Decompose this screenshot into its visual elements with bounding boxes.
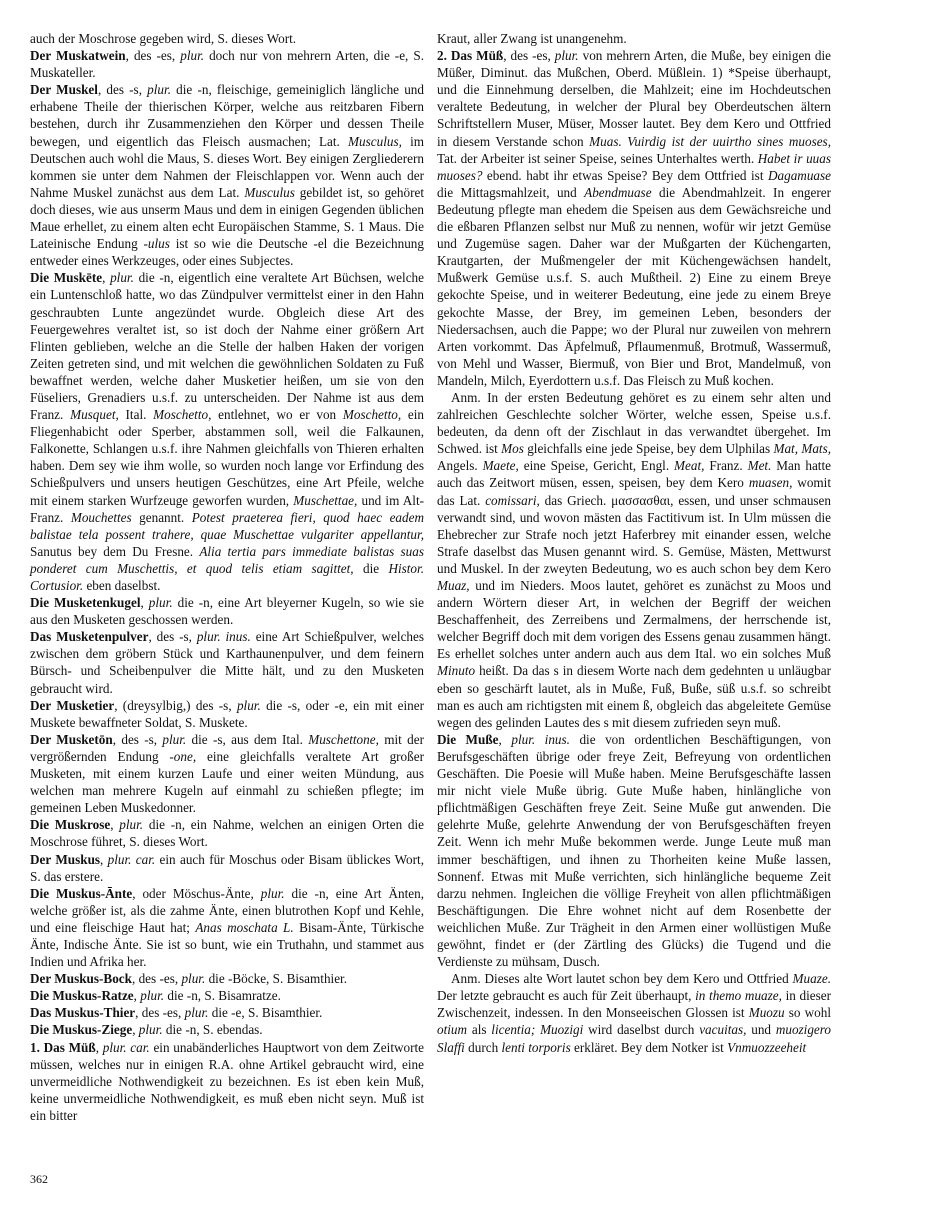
entry-text: die Abendmahlzeit. In engerer Bedeutung pflegte man ehedem die Speisen aus dem Gewächsreiche und die eßbaren Pflanzen selbst nur Muß zu nennen, wofür wir jetzt Gemüse und Zugemüse sagen. Daher war der Mußgarten der Küchengarten, Krautgarten, der Mußmengeler der mit Küchengewächsen handelt, Mußwerk Gemüse u.s.f. S. auch Mußtheil. 2) Eine zu einem Breye gekochte Speise, und in weiterer Bedeutung, eine jede zu einem Breye gekochte Masse, der Brey, im gemeinen Leben, besonders der Niedersachsen, auch die Pappe; wo der Plural nur zuweilen von mehrern Arten vorkommt. Das Äpfelmuß, Pflaumenmuß, Brotmuß, Wassermuß, von Mehl und Wasser, Biermuß, von Bier und Brot, Mandelmuß, von Mandeln, Milch, Eyerdottern u.s.f. Das Fleisch zu Muß kochen. <box>437 184 831 388</box>
entry-text: mit der vergrößernden Endung <box>30 731 424 764</box>
entry-text: auch der Moschrose gegeben wird, S. dieses Wort. <box>30 31 297 46</box>
italic-text: comissari, <box>485 492 540 508</box>
entry-text: womit das Lat. <box>437 475 832 508</box>
italic-text: Musculus <box>244 184 295 200</box>
entry-text: so wohl <box>784 1005 832 1021</box>
entry-text: die von ordentlichen Beschäftigungen, von Berufsgeschäften übrige oder freye Zeit, Befreyung von ordentlichen Geschäften. Die Poesie will Muße haben. Meine Berufsgeschäfte lassen mir nicht viele Muße übrig. Gute Muße haben, hinlängliche von pflichtmäßigen Geschäften freye Zeit. Seine Muße gut anwenden. Die gelehrte Muße, gelehrte Anwendung der von Berufsgeschäften freyen Zeit. Wenn ich mehr Muße bekommen werde. Junge Leute muß man immer beschäftigen, und ihnen zu Thorheiten keine Muße lassen, Sonnenf. Etwas mit Muße verrichten, sich hinlängliche bequeme Zeit darzu nehmen. Ingleichen die völlige Freyheit von allen pflichtmäßigen Beschäftigungen. Die Ehre wohnet nicht auf dem Rosenbette der weichlichen Muße. Zur Trägheit in den Armen einer wollüstigen Muße gewöhnt, findet er (der Zärtling des Glücks) die Tugend und die Verdienste zu mühsam, Dusch. <box>437 731 831 970</box>
entry-text: , des -es, <box>125 48 181 64</box>
entry-headword: Der Muskus <box>30 851 101 867</box>
entry-text: Ital. <box>118 407 154 423</box>
entry-text: eine gleichfalls veraltete Art großer Musketen, mit einem kurzen Laufe und einer weiten Mündung, aus welchen man mehrere Kugeln auf einmahl zu schießen pflegte; im gemeinen Leben Muskedonner. <box>30 748 424 816</box>
italic-text: otium <box>437 1022 468 1038</box>
entry-text: Angels. <box>437 458 483 474</box>
entry-text: von mehrern Arten, die Muße, bey einigen die Müßer, Diminut. das Mußchen, Oberd. Müßlein. 1) *Speise überhaupt, und die Einnehmung derselben, die Mahlzeit; eine im Hochdeutschen veraltete Bedeutung, in welcher der Plural bey Oberdeutschen ältern Schriftstellern Muser, Müser, Mosser lautet. Bey dem Kero und Ottfried in diesem Verstande schon <box>437 48 831 149</box>
italic-text: Potest praeterea fieri, quod haec eadem balistae tela possent trahere, quae Muschettae vulgariter appellantur, <box>30 509 424 542</box>
italic-text: Muozu <box>748 1005 785 1021</box>
italic-text: Minuto <box>437 663 476 679</box>
entry-text: ein unabänderliches Hauptwort von dem Zeitworte müssen, welches nur in einigen R.A. ohne Artikel gebraucht wird, eine unvermeidliche Nothwendigkeit zu bezeichnen. Es ist eben kein Muß, keine unvermeidliche Nothwendigkeit, es muß eben nicht seyn. Muß ist ein bitter <box>30 1039 425 1123</box>
entry-text: die -Böcke, S. Bisamthier. <box>205 971 348 987</box>
entry-text: eine Speise, Gericht, Engl. <box>518 458 675 474</box>
entry-text: eine Art Schießpulver, welches zwischen dem gröbern Stück und Karthaunenpulver, und dem feinern Bürsch- und Scheibenpulver die Mitte hält, und zu den Musketen gebraucht wird. <box>30 629 424 696</box>
entry-text: eben daselbst. <box>83 578 161 593</box>
dictionary-entry <box>30 885 424 970</box>
italic-text: muasen, <box>748 475 793 491</box>
entry-text: die <box>353 560 389 576</box>
entry-text: genannt. <box>131 509 192 525</box>
entry-text: die -n, S. Bisamratze. <box>164 988 281 1004</box>
entry-text: , <box>100 851 108 867</box>
italic-text: Moschetto, <box>342 407 402 423</box>
entry-text: ein Fliegenhabicht oder Sperber, abstammen soll, weil die Falkaunen, Falkonette, Schlangen u.s.f. ihre Nahmen gleichfalls von Thieren erhalten haben. Dem sey wie ihm wolle, so wurden noch lange vor Erfindung des Schießpulvers und unsers heutigen Geschützes, eine Art Pfeile, welche mit einem starken Wurfzeuge geworfen wurden, <box>30 407 424 508</box>
entry-text: im Deutschen auch wohl die Maus, S. dieses Wort. Bey einigen Zergliederern kommen sie unter dem Nahmen der Fleischlappen vor. Wenn auch der Nahme Muskel zunächst aus dem Lat. <box>30 133 424 200</box>
entry-text: , <box>95 1039 103 1055</box>
italic-text: plur. car. <box>102 1039 150 1055</box>
italic-text: Meat, <box>674 458 705 474</box>
entry-text: wird daselbst durch <box>583 1022 700 1038</box>
dictionary-entry <box>437 970 831 1055</box>
entry-text: Franz. <box>704 458 748 474</box>
entry-text: und im Alt-Franz. <box>30 492 424 525</box>
entry-text: , des -s, <box>112 731 163 747</box>
italic-text: Muozigi <box>540 1022 584 1038</box>
entry-text: gleichfalls eine jede Speise, bey dem Ulphilas <box>523 441 774 457</box>
entry-text: gebildet ist, so gehöret doch dieses, wie aus unserm Maus und dem in einigen Gegenden üblichen Maue erhellet, zu einem alten echt Europäischen Stamme, S. 1 Maus. Die Lateinische Endung <box>30 184 424 252</box>
italic-text: plur. <box>110 270 134 286</box>
dictionary-entry <box>437 731 831 970</box>
italic-text: Dagamuase <box>767 167 831 183</box>
italic-text: Muschettae, <box>293 492 358 508</box>
entry-text: , des -s, <box>148 629 197 645</box>
entry-text: als <box>467 1022 492 1038</box>
italic-text: Vnmuozzeeheit <box>727 1039 807 1055</box>
entry-text: Der letzte gebraucht es auch für Zeit überhaupt, <box>437 988 696 1004</box>
italic-text: -ulus <box>143 236 170 252</box>
left-column <box>30 30 424 1124</box>
entry-text: entlehnet, wo er von <box>211 407 343 423</box>
dictionary-entry <box>30 816 424 850</box>
entry-text: , <box>498 731 512 747</box>
entry-text: die -n, eine Art bleyerner Kugeln, so wie sie aus den Musketen geschossen werden. <box>30 595 425 628</box>
entry-text: die Mittagsmahlzeit, und <box>437 184 585 200</box>
dictionary-entry <box>30 1004 424 1021</box>
entry-headword: Die Muskus-Ānte <box>30 885 133 901</box>
entry-text: , (dreysylbig,) des -s, <box>114 697 237 713</box>
entry-headword: Der Muskel <box>30 82 98 98</box>
dictionary-entry <box>30 1021 424 1038</box>
entry-text: Kraut, aller Zwang ist unangenehm. <box>437 31 627 46</box>
entry-text: , <box>102 270 111 286</box>
entry-headword: Die Muskrose <box>30 817 111 833</box>
entry-text: , <box>132 1022 139 1038</box>
entry-text: die -n, ein Nahme, welchen an einigen Orten die Moschrose führet, S. dieses Wort. <box>30 817 425 850</box>
italic-text: Anas moschata L. <box>195 919 294 935</box>
entry-text: durch <box>464 1039 502 1055</box>
entry-text: Anm. Dieses alte Wort lautet schon bey dem Kero und Ottfried <box>451 971 793 987</box>
dictionary-entry <box>30 594 424 628</box>
entry-text: , <box>140 595 149 611</box>
italic-text: plur. <box>181 971 206 987</box>
entry-text: heißt. Da das s in diesem Worte nach dem gedehnten u unläugbar eben so geschärft lautet, als in Muße, Fuß, Buße, süß u.s.f. so schreibt man es auch am richtigsten mit einem ß, obgleich das abgeleitete Gemüse wegen des gelinden Lautes des s mit diesem zufrieden seyn muß. <box>437 663 831 730</box>
italic-text: Abendmuase <box>584 184 652 200</box>
entry-text: , des -es, <box>503 48 555 64</box>
entry-headword: Das Musketenpulver <box>30 629 149 645</box>
dictionary-entry <box>30 1039 424 1124</box>
entry-headword: 2. Das Müß <box>437 48 504 64</box>
italic-text: plur. <box>148 595 173 611</box>
entry-text: die -e, S. Bisamthier. <box>208 1005 323 1021</box>
entry-text: die -n, fleischige, gemeiniglich längliche und erhabene Theile der thierischen Körper, welche aus reitzbaren Fibern bestehen, durch ihr Zusammenziehen den Körper und dessen Theile bewegen, und eigentlich das Fleisch ausmachen; Lat. <box>30 82 424 149</box>
entry-headword: 1. Das Müß <box>30 1039 96 1055</box>
italic-text: Muaze. <box>792 971 831 987</box>
dictionary-entry <box>30 697 424 731</box>
italic-text: plur. inus. <box>196 629 251 645</box>
entry-headword: Der Musketier <box>30 697 115 713</box>
italic-text: Alia tertia pars immediate balistas suas ponderet cum Muschettis, et quod telis etiam sagittet, <box>30 543 424 576</box>
right-column <box>437 30 831 1056</box>
entry-headword: Die Musketenkugel <box>30 595 141 611</box>
dictionary-entry <box>30 47 424 81</box>
entry-headword: Der Muskatwein <box>30 48 126 64</box>
entry-text: die -n, eigentlich eine veraltete Art Büchsen, welche ein Luntenschloß hatte, wo das Zündpulver vermittelst einer in den Hahn geschraubten Lunte angezündet wurde. Obgleich diese Art des Feuergewehres veraltet ist, so ist doch der Nahme einer größern Art Flinten geblieben, welche an die Stelle der halben Haken der vorigen Zeiten getreten sind, und mit welchen die gewöhnlichen Soldaten zu Fuß bewaffnet werden, welche daher Musketier heißen, um sie von den Füseliers, Grenadiers u.s.f. zu unterscheiden. Der Nahme ist aus dem Franz. <box>30 270 425 423</box>
entry-text: erkläret. Bey dem Notker ist <box>570 1039 728 1055</box>
italic-text: plur. <box>554 48 579 64</box>
entry-text: doch nur von mehrern Arten, die -e, S. Muskateller. <box>30 48 424 81</box>
italic-text: Muschettone, <box>308 731 379 747</box>
italic-text: Musquet, <box>70 407 119 423</box>
entry-text: , des -es, <box>135 1005 185 1021</box>
entry-text: Sanutus bey dem Du Fresne. <box>30 543 200 559</box>
entry-text: Bisam-Änte, Türkische Änte, Indische Änte. Sie ist so bunt, wie ein Truthahn, und stammet aus Indien und Afrika her. <box>30 919 424 970</box>
entry-headword: Die Muskus-Ziege <box>30 1022 133 1038</box>
entry-text: Man hatte auch das Zeitwort müsen, essen, speisen, bey dem Kero <box>437 458 831 491</box>
italic-text: plur. <box>236 697 261 713</box>
dictionary-entry <box>30 81 424 269</box>
entry-text: die -n, eine Art Änten, welche größer ist, als die zahme Änte, einen blutrothen Kopf und Kehle, und eine fleischige Haut hat; <box>30 885 425 935</box>
dictionary-entry <box>30 987 424 1004</box>
entry-text: ein auch für Moschus oder Bisam üblickes Wort, S. das erstere. <box>30 851 424 884</box>
entry-headword: Die Muße <box>437 731 499 747</box>
italic-text: plur. <box>180 48 205 64</box>
italic-text: Maete, <box>482 458 519 474</box>
italic-text: licentia; <box>491 1022 536 1038</box>
italic-text: lenti torporis <box>501 1039 571 1055</box>
dictionary-entry <box>30 970 424 987</box>
entry-text: , <box>133 988 141 1004</box>
italic-text: Mouchettes <box>70 509 132 525</box>
entry-text: die -s, oder -e, ein mit einer Muskete bewaffneter Soldat, S. Muskete. <box>30 697 424 730</box>
dictionary-entry <box>437 30 831 47</box>
entry-text: die -n, S. ebendas. <box>162 1022 263 1038</box>
italic-text: vacuitas, <box>699 1022 747 1038</box>
italic-text: Muaz, <box>437 578 470 593</box>
entry-text: ist so wie die Deutsche -el die Bezeichnung entweder eines Werkzeuges, oder eines Subjectes. <box>30 236 424 269</box>
italic-text: plur. car. <box>107 851 156 867</box>
italic-text: Mos <box>501 441 524 457</box>
entry-text: das Griech. μασσασθαι, essen, und unser schmausen verwandt sind, und wovon mästen das Factitivum ist. In Ulm müssen die Ehebrecher zur Strafe noch jetzt Haferbrey mit einander essen, welche Strafe daselbst das Musen genannt wird. S. Gemüse, Mästen, Mettwurst und Muskel. In der zweyten Bedeutung, wo es auch schon bey dem Kero <box>437 492 831 576</box>
italic-text: plur. <box>147 82 171 98</box>
italic-text: Musculus, <box>348 133 402 149</box>
entry-text: ebend. habt ihr etwas Speise? Bey dem Ottfried ist <box>482 167 768 183</box>
entry-text: , oder Möschus-Änte, <box>132 885 261 901</box>
italic-text: Habet ir uuas muoses? <box>437 150 831 183</box>
italic-text: plur. <box>119 817 144 833</box>
entry-text: in dieser Zwischenzeit, indessen. In den Monseeischen Glossen ist <box>437 988 832 1021</box>
italic-text: Met. <box>747 458 772 474</box>
entry-headword: Die Muskus-Ratze <box>30 988 134 1004</box>
italic-text: Moschetto, <box>153 407 212 423</box>
entry-headword: Der Musketōn <box>30 731 113 747</box>
italic-text: plur. <box>184 1005 209 1021</box>
entry-text: , des -s, <box>97 82 148 98</box>
italic-text: -one, <box>169 748 197 764</box>
dictionary-entry <box>30 628 424 696</box>
italic-text: in themo muaze, <box>695 988 782 1004</box>
italic-text: plur. <box>140 988 165 1004</box>
italic-text: Mat, Mats, <box>773 441 832 457</box>
italic-text: plur. <box>162 731 187 747</box>
entry-text: , <box>110 817 120 833</box>
page-number: 362 <box>30 1172 48 1186</box>
entry-text: die -s, aus dem Ital. <box>186 731 309 747</box>
entry-headword: Die Muskēte <box>30 270 103 286</box>
entry-text: und im Nieders. Moos lautet, gehöret es zunächst zu Moos und andern Wörtern dieser Art, in welchen der Begriff der weichen Beschaffenheit, des Zerreibens und Zermalmens, der herrschende ist, welcher Begriff doch mit dem vorigen des Essens genau zusammen hängt. Es erhellet solches unter andern auch aus dem Ital. wo ein solches Muß <box>437 578 831 662</box>
dictionary-entry <box>30 731 424 816</box>
dictionary-entry <box>30 269 424 594</box>
italic-text: plur. <box>260 885 285 901</box>
dictionary-entry <box>30 851 424 885</box>
italic-text: Histor. Cortusior. <box>30 560 424 593</box>
entry-text: und <box>746 1022 776 1038</box>
entry-text: Tat. der Arbeiter ist seiner Speise, seines Unterhaltes werth. <box>437 150 758 166</box>
entry-text: Anm. In der ersten Bedeutung gehöret es zu einem sehr alten und zahlreichen Geschlechte solcher Wörter, welche essen, Speise u.s.f. bedeuten, da denn oft der Zischlaut in das verwandtet übergehet. Im Schwed. ist <box>437 389 831 457</box>
italic-text: plur. inus. <box>511 731 570 747</box>
italic-text: muozigero Slaffi <box>437 1022 832 1055</box>
dictionary-entry <box>30 30 424 47</box>
entry-text: , des -es, <box>131 971 182 987</box>
dictionary-entry <box>437 47 831 389</box>
entry-headword: Das Muskus-Thier <box>30 1005 136 1021</box>
dictionary-entry <box>437 389 831 731</box>
italic-text: Muas. Vuirdig ist der uuirtho sines muoses, <box>589 133 831 149</box>
entry-headword: Der Muskus-Bock <box>30 971 132 987</box>
italic-text: plur. <box>138 1022 163 1038</box>
